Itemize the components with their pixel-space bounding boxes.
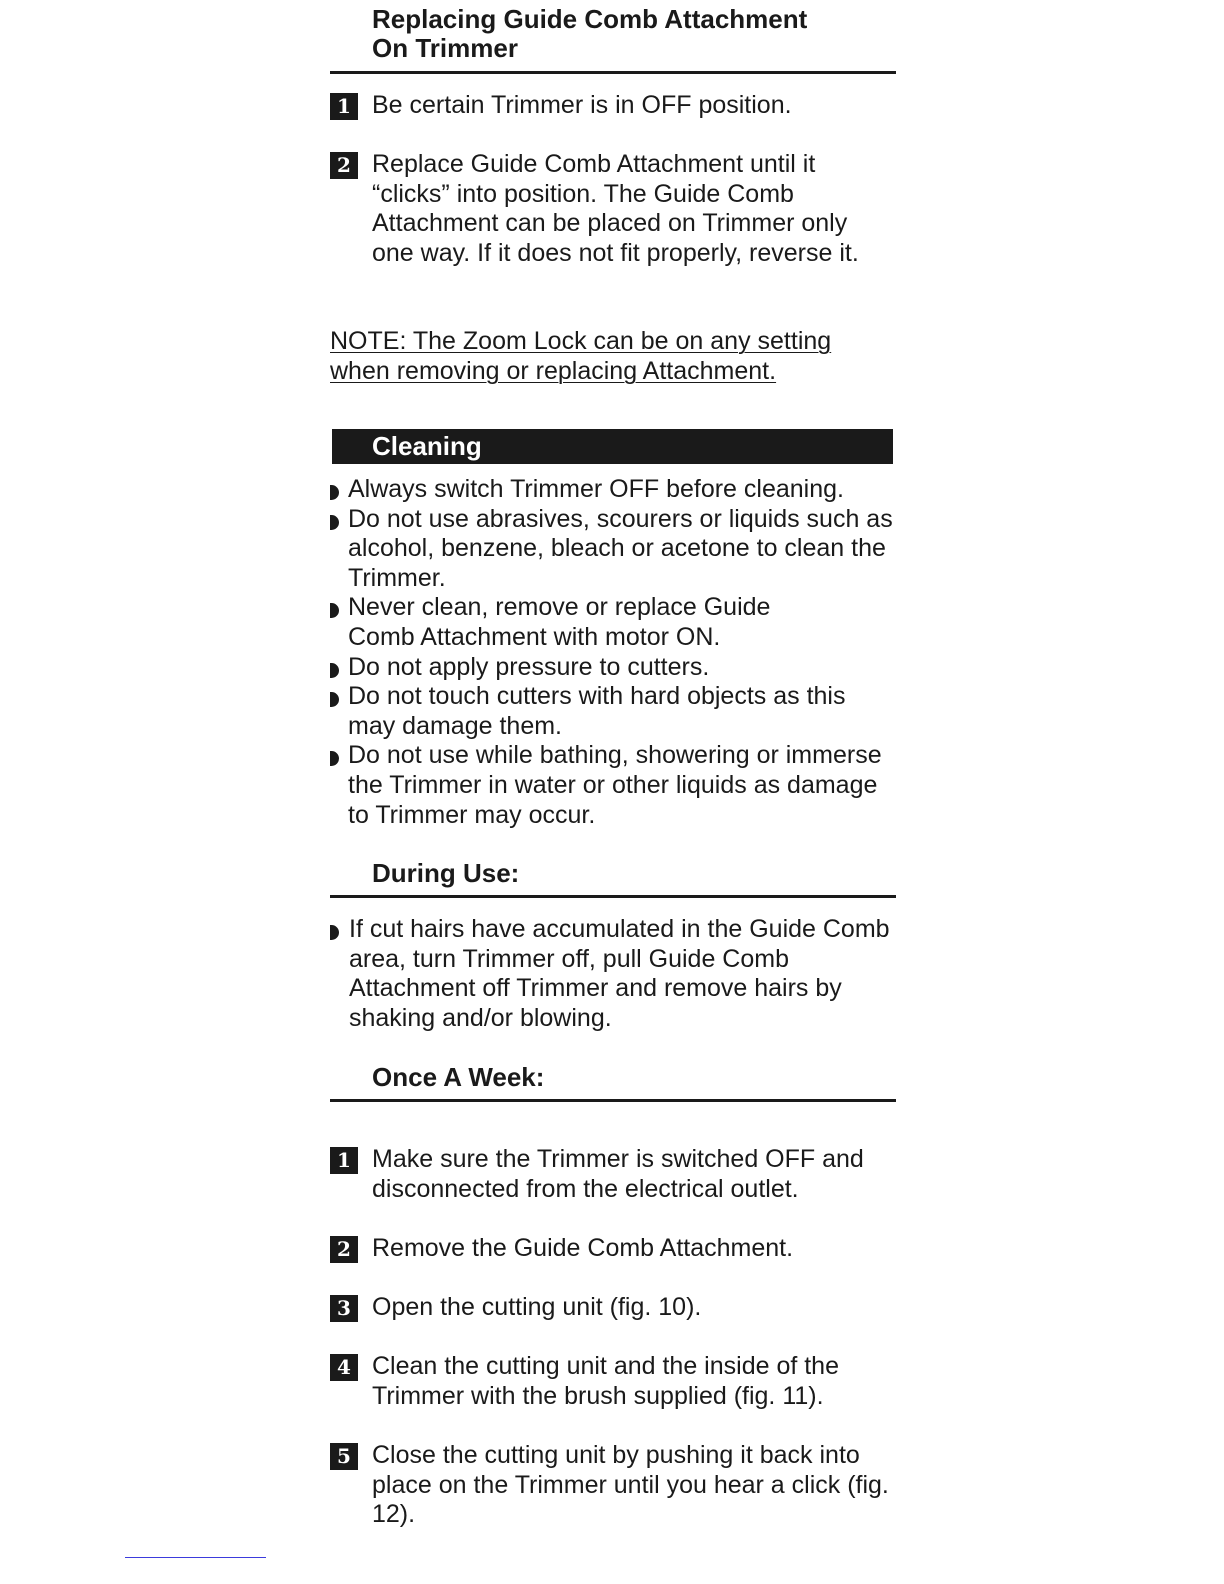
list-item <box>330 653 896 683</box>
cleaning-list <box>330 475 896 830</box>
step-text: Make sure the Trimmer is switched OFF and disconnected from the electrical outlet. <box>372 1145 864 1203</box>
note-line2: when removing or replacing Attachment. <box>330 356 777 385</box>
list-item-text: Do not use abrasives, scourers or liquids such as alcohol, benzene, bleach or acetone to clean the Trimmer. <box>348 504 893 592</box>
section-divider <box>330 895 896 898</box>
note-line1: NOTE: The Zoom Lock can be on any setting <box>330 327 832 355</box>
step-text: Clean the cutting unit and the inside of the Trimmer with the brush supplied (fig. 11). <box>372 1352 839 1410</box>
step-number-badge: 2 <box>330 152 358 179</box>
section-divider <box>330 1099 896 1102</box>
step-number-badge: 5 <box>330 1443 358 1470</box>
step-number-badge: 2 <box>330 1236 358 1263</box>
section-divider <box>330 71 896 74</box>
list-item-text: Do not apply pressure to cutters. <box>348 652 710 681</box>
step-item <box>330 1352 896 1411</box>
step-text: Open the cutting unit (fig. 10). <box>372 1293 702 1321</box>
list-item <box>330 593 818 652</box>
note <box>330 327 896 386</box>
footer-link-underline <box>125 1557 266 1558</box>
step-number-badge: 1 <box>330 93 358 120</box>
section-title <box>330 5 896 63</box>
step-item <box>330 91 896 121</box>
list-item-text: Do not touch cutters with hard objects as this may damage them. <box>348 682 846 740</box>
cleaning-banner: Cleaning <box>332 429 893 464</box>
during-use-title: During Use: <box>372 858 520 888</box>
once-a-week-title: Once A Week: <box>372 1062 545 1092</box>
step-number-badge: 4 <box>330 1354 358 1381</box>
bullet-icon <box>330 692 339 707</box>
step-text: Be certain Trimmer is in OFF position. <box>372 91 792 119</box>
step-item <box>330 1441 896 1530</box>
list-item-text: Always switch Trimmer OFF before cleaning. <box>348 475 844 503</box>
step-item <box>330 1293 896 1323</box>
list-item-text: Do not use while bathing, showering or immerse the Trimmer in water or other liquids as damage to Trimmer may occur. <box>348 741 882 829</box>
list-item-text: Never clean, remove or replace Guide Comb Attachment with motor ON. <box>348 593 771 651</box>
list-item <box>330 915 897 1033</box>
step-item <box>330 150 862 268</box>
step-text: Close the cutting unit by pushing it back into place on the Trimmer until you hear a click (fig. 12). <box>372 1441 889 1529</box>
list-item <box>330 505 896 594</box>
list-item <box>330 741 896 830</box>
step-text: Remove the Guide Comb Attachment. <box>372 1234 794 1262</box>
step-number-badge: 1 <box>330 1147 358 1174</box>
section-title-line2: On Trimmer <box>372 33 518 63</box>
bullet-icon <box>330 751 339 766</box>
step-item <box>330 1145 896 1204</box>
list-item <box>330 682 896 741</box>
step-item <box>330 1234 896 1264</box>
section-replacing-comb <box>330 5 896 63</box>
bullet-icon <box>330 925 339 940</box>
bullet-icon <box>330 485 339 500</box>
bullet-icon <box>330 603 339 618</box>
list-item-text: If cut hairs have accumulated in the Guide Comb area, turn Trimmer off, pull Guide Comb Attachment off Trimmer and remove hairs by shaking and/or blowing. <box>349 915 890 1032</box>
list-item <box>330 475 896 505</box>
section-title-line1: Replacing Guide Comb Attachment <box>372 4 808 34</box>
bullet-icon <box>330 663 339 678</box>
step-number-badge: 3 <box>330 1295 358 1322</box>
bullet-icon <box>330 515 339 530</box>
step-text: Replace Guide Comb Attachment until it “clicks” into position. The Guide Comb Attachment can be placed on Trimmer only one way. If it does not fit properly, reverse it. <box>372 150 859 267</box>
